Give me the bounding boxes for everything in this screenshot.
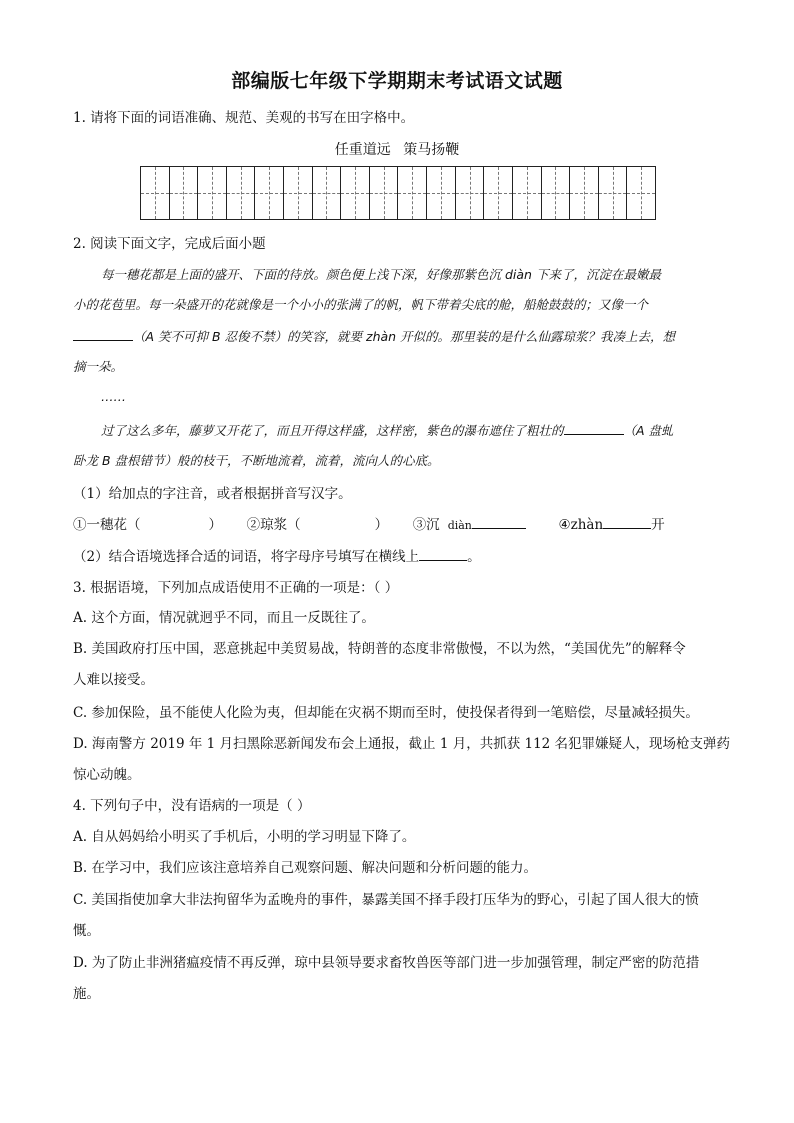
idiom-blank-1[interactable] — [73, 326, 133, 341]
passage-p2-line2: 卧龙 B 盘根错节）般的枝干，不断地流着，流着，流向人的心底。 — [73, 453, 440, 468]
tianzige-cell[interactable] — [198, 167, 227, 219]
tianzige-cell[interactable] — [513, 167, 542, 219]
q4-option-a: A. 自从妈妈给小明买了手机后，小明的学习明显下降了。 — [73, 829, 416, 845]
q2-sub2-text: （2）结合语境选择合适的词语，将字母序号填写在横线上 — [73, 549, 420, 565]
passage-p1-line3-text: （A 笑不可抑 B 忍俊不禁）的笑容，就要 zhàn 开似的。那里装的是什么仙露琼浆？我凑上去，想 — [133, 329, 676, 344]
item-b-close: ） — [374, 517, 389, 533]
q4-prompt: 4. 下列句子中，没有语病的一项是（ ） — [73, 798, 311, 814]
tianzige-cell[interactable] — [456, 167, 485, 219]
passage-p2-line1 — [101, 420, 761, 441]
q4-option-c-line2: 慨。 — [73, 923, 100, 939]
q3-option-b-line2: 人难以接受。 — [73, 672, 154, 688]
q2-sub2-blank[interactable] — [419, 546, 467, 561]
q3-option-d-line2: 惊心动魄。 — [73, 767, 141, 783]
tianzige-cell[interactable] — [313, 167, 342, 219]
passage-p2-line1-end: （A 盘虬 — [623, 423, 674, 438]
tianzige-cell[interactable] — [427, 167, 456, 219]
tianzige-cell[interactable] — [255, 167, 284, 219]
q3-option-d-line1: D. 海南警方 2019 年 1 月扫黑除恶新闻发布会上通报，截止 1 月，共抓获 112 名犯罪嫌疑人，现场枪支弹药 — [73, 736, 731, 752]
item-b-label: ②琼浆（ — [246, 517, 301, 533]
q2-sub2-end: 。 — [467, 549, 481, 565]
q3-prompt: 3. 根据语境，下列加点成语使用不正确的一项是：（ ） — [73, 580, 399, 596]
item-c-pinyin: diàn — [447, 519, 472, 532]
item-d-blank[interactable] — [603, 514, 651, 529]
tianzige-grid[interactable] — [140, 166, 656, 220]
q4-option-d-line2: 施。 — [73, 986, 100, 1002]
q3-option-b-line1: B. 美国政府打压中国，恶意挑起中美贸易战，特朗普的态度非常傲慢，不以为然，“美国优先”的解释令 — [73, 641, 686, 657]
q2-prompt: 2. 阅读下面文字，完成后面小题 — [73, 236, 266, 252]
q2-sub1: （1）给加点的字注音，或者根据拼音写汉字。 — [73, 486, 352, 502]
tianzige-cell[interactable] — [570, 167, 599, 219]
tianzige-cell[interactable] — [398, 167, 427, 219]
q4-option-b: B. 在学习中，我们应该注意培养自己观察问题、解决问题和分析问题的能力。 — [73, 860, 538, 876]
idiom-blank-2[interactable] — [564, 420, 624, 435]
q4-option-c-line1: C. 美国指使加拿大非法拘留华为孟晚舟的事件，暴露美国不择手段打压华为的野心，引起了国人很大的愤 — [73, 892, 699, 908]
passage-p1-line1: 每一穗花都是上面的盛开、下面的待放。颜色便上浅下深，好像那紫色沉 diàn 下来了，沉淀在最嫩最 — [101, 267, 661, 282]
tianzige-cell[interactable] — [227, 167, 256, 219]
page-title: 部编版七年级下学期期末考试语文试题 — [231, 70, 563, 92]
q2-sub2 — [73, 546, 733, 567]
passage-p1-line4: 摘一朵。 — [73, 359, 124, 374]
q1-prompt: 1. 请将下面的词语准确、规范、美观的书写在田字格中。 — [73, 110, 415, 126]
item-c-label: ③沉 — [412, 517, 440, 533]
passage-p1-line2: 小的花苞里。每一朵盛开的花就像是一个小小的张满了的帆，帆下带着尖底的舱，船舱鼓鼓的；又像一个 — [73, 297, 649, 312]
q3-option-a: A. 这个方面，情况就迥乎不同，而且一反既往了。 — [73, 610, 375, 626]
q2-sub1-items — [73, 514, 733, 536]
passage-ellipsis: …… — [101, 389, 126, 404]
tianzige-cell[interactable] — [627, 167, 655, 219]
item-d-label: ④zhàn — [558, 517, 604, 533]
item-c-blank[interactable] — [472, 514, 526, 529]
passage-p1-line3 — [73, 326, 733, 347]
tianzige-cell[interactable] — [341, 167, 370, 219]
item-a-close: ） — [208, 517, 222, 533]
tianzige-cell[interactable] — [141, 167, 170, 219]
tianzige-cell[interactable] — [599, 167, 628, 219]
tianzige-cell[interactable] — [284, 167, 313, 219]
item-d-end: 开 — [651, 517, 665, 533]
passage-p2-line1-text: 过了这么多年，藤萝又开花了，而且开得这样盛，这样密，紫色的瀑布遮住了粗壮的 — [101, 423, 564, 438]
q4-option-d-line1: D. 为了防止非洲猪瘟疫情不再反弹，琼中县领导要求畜牧兽医等部门进一步加强管理，制定严密的防范措 — [73, 955, 700, 971]
tianzige-cell[interactable] — [484, 167, 513, 219]
tianzige-cell[interactable] — [370, 167, 399, 219]
tianzige-cell[interactable] — [542, 167, 571, 219]
item-a-label: ①一穗花（ — [73, 517, 141, 533]
tianzige-cell[interactable] — [170, 167, 199, 219]
q3-option-c: C. 参加保险，虽不能使人化险为夷，但却能在灾祸不期而至时，使投保者得到一笔赔偿，尽量减轻损失。 — [73, 705, 699, 721]
q1-words: 任重道远 策马扬鞭 — [334, 142, 460, 158]
